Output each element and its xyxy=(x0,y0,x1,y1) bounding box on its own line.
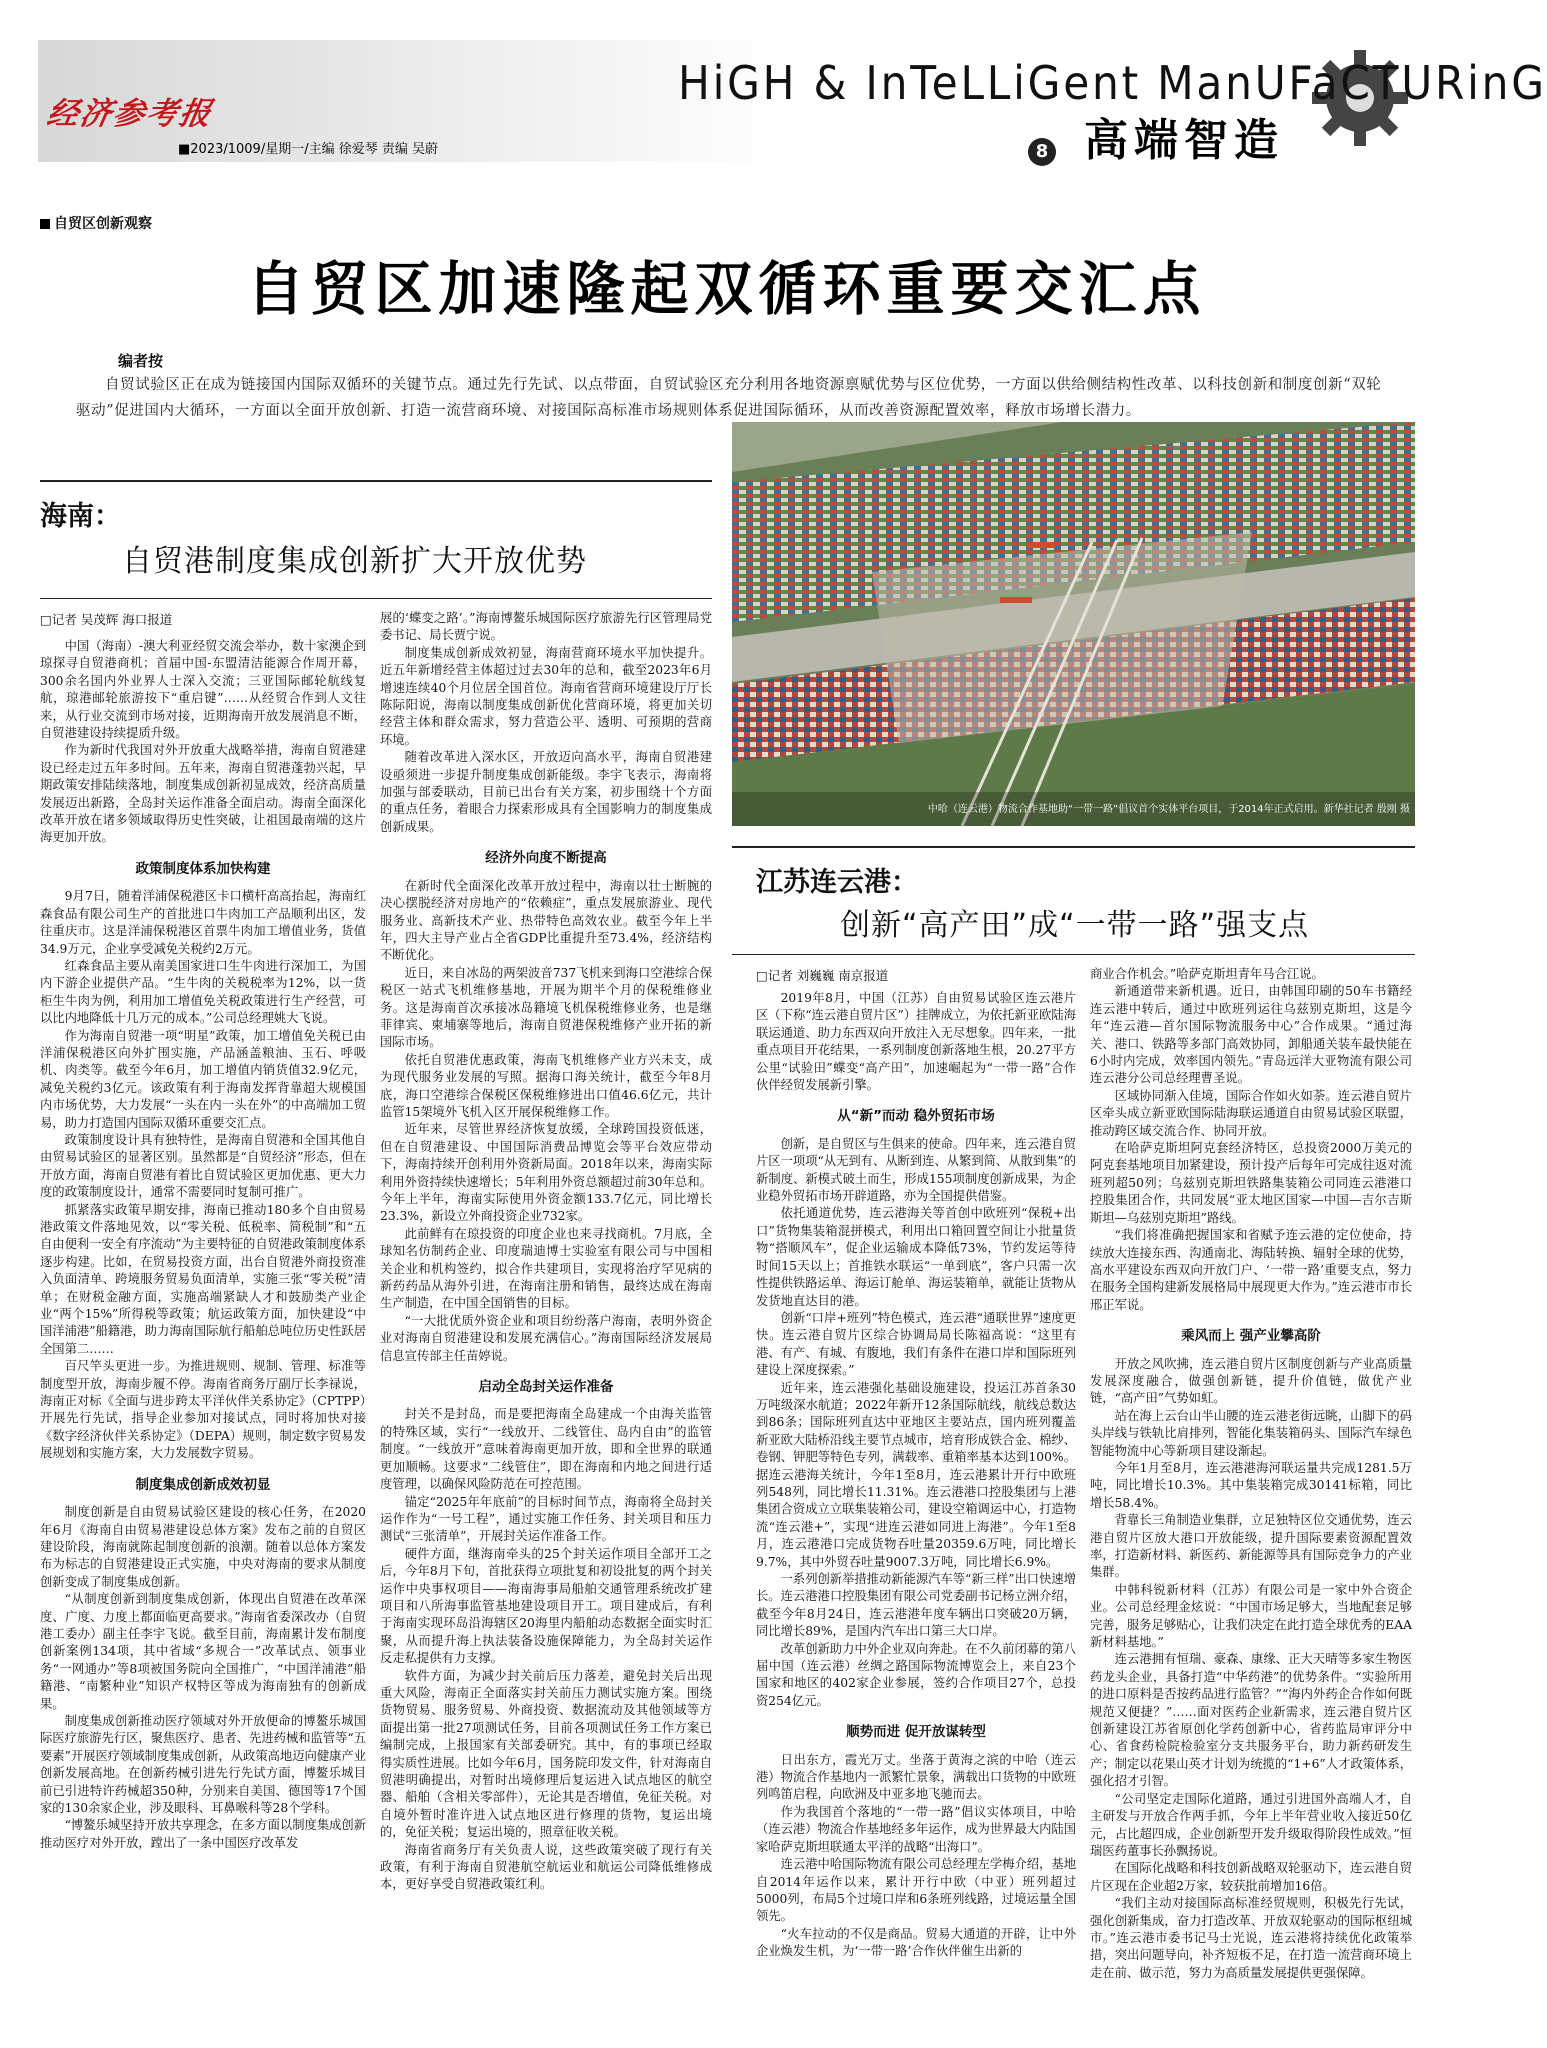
lyg-column-2 xyxy=(1090,966,1412,2020)
article-paragraph: 作为海南自贸港一项“明星”政策，加工增值免关税已由洋浦保税港区向外扩围实施，产品涵盖粮油、玉石、呼吸机、肉类等。截至今年6月，加工增值内销货值32.9亿元，减免关税约3亿元。该政策有利于海南发挥背靠超大规模国内市场优势，大力发展“一头在内一头在外”的中高端加工贸易，助力打造国内国际双循环重要交汇点。 xyxy=(40,1028,366,1130)
section-title: 高端智造 xyxy=(1084,115,1284,166)
article-paragraph: 连云港中哈国际物流有限公司总经理左学梅介绍，基地自2014年运作以来，累计开行中欧（中亚）班列超过5000列，布局5个过境口岸和6条班列线路，过境运量全国领先。 xyxy=(756,1857,1076,1924)
article-paragraph: 近年来，连云港强化基础设施建设，投运江苏首条30万吨级深水航道；2022年新开12条国际航线，航线总数达到86条；国际班列直达中亚地区主要站点，国内班列覆盖新亚欧大陆桥沿线主要节点城市，培育形成铁合金、棉纱、卷钢、钾肥等特色专列，满载率、重箱率基本达到100%。据连云港海关统计，今年1至8月，连云港累计开行中欧班列548列，同比增长11.31%。连云港港口控股集团与上港集团合资成立立联集装箱公司，建设空箱调运中心，打造物流“连云港+”，实现“进连云港如同进上海港”。今年1至8月，连云港港口完成货物吞吐量20359.6万吨，同比增长9.7%，其中外贸吞吐量9007.3万吨，同比增长6.9%。 xyxy=(756,1380,1076,1569)
section-subheading: 乘风而上 强产业攀高阶 xyxy=(1181,1328,1321,1345)
hainan-sub-rule xyxy=(40,598,712,599)
article-paragraph: 随着改革进入深水区，开放迈向高水平，海南自贸港建设亟须进一步提升制度集成创新能级。李宇飞表示，海南将加强与部委联动，目前已出台有关方案，初步围绕十个方面的重点任务，着眼合力探索形成具有全国影响力的制度集成创新成果。 xyxy=(380,750,712,834)
article-paragraph: “我们主动对接国际高标准经贸规则，积极先行先试，强化创新集成，奋力打造改革、开放双轮驱动的国际枢纽城市。”连云港市委书记马士光说，连云港将持续优化政策举措，突出问题导向，补齐短板不足，在打造一流营商环境上走在前、做示范，努力为高质量发展提供更强保障。 xyxy=(1090,1896,1412,1980)
square-bullet-icon xyxy=(40,219,50,229)
article-paragraph: 展的‘蝶变之路’。”海南博鳌乐城国际医疗旅游先行区管理局党委书记、局长贾宁说。 xyxy=(380,611,712,643)
lyg-top-rule xyxy=(732,846,1415,848)
hainan-column-2 xyxy=(380,610,712,2020)
article-paragraph: 依托自贸港优惠政策，海南飞机维修产业方兴未支，成为现代服务业发展的写照。据海口海关统计，截至今年8月底，海口空港综合保税区保税维修进出口值46.6亿元，共计监管15架境外飞机入区开展保税维修工作。 xyxy=(380,1052,712,1119)
english-section-title: HiGH & InTeLLiGent ManUFaCTURinG xyxy=(678,56,1547,110)
port-aerial-photo xyxy=(732,422,1415,826)
article-paragraph: 站在海上云台山半山腰的连云港老街远眺，山脚下的码头岸线与铁轨比肩排列，智能化集装箱码头、国际汽车绿色智能物流中心等新项目建设渐起。 xyxy=(1090,1408,1412,1458)
article-paragraph: 制度创新是自由贸易试验区建设的核心任务，在2020年6月《海南自由贸易港建设总体方案》发布之前的自贸区建设阶段，海南就陈起制度创新的浪潮。随着以总体方案发布为标志的自贸港建设正式实施，中央对海南的要求从制度创新变成了制度集成创新。 xyxy=(40,1505,366,1589)
article-paragraph: 制度集成创新推动医疗领域对外开放便命的博鳌乐城国际医疗旅游先行区，聚焦医疗、患者、先进药械和监管等“五要素”开展医疗领域制度集成创新，从政策高地迈向健康产业创新发展高地。在创新药械引进先行先试方面，博鳌乐城目前已引进特许药械超350种，分别来自美国、德国等17个国家的130余家企业，涉及眼科、耳鼻喉科等28个学科。 xyxy=(40,1713,367,1815)
article-paragraph: “一大批优质外资企业和项目纷纷落户海南，表明外资企业对海南自贸港建设和发展充满信心。”海南国际经济发展局信息宣传部主任苗婷说。 xyxy=(380,1313,712,1363)
article-paragraph: 在国际化战略和科技创新战略双轮驱动下，连云港自贸片区现在企业超2万家，较获批前增加16倍。 xyxy=(1090,1861,1412,1893)
article-paragraph: 作为新时代我国对外开放重大战略举措，海南自贸港建设已经走过五年多时间。五年来，海南自贸港蓬勃兴起，早期政策安排陆续落地，制度集成创新初显成效，经济高质量发展迈出新路，全岛封关运作准备全面启动。海南全面深化改革开放在诸多领域取得历史性突破，让祖国最南端的这片海更加开放。 xyxy=(40,743,366,845)
editor-note-label: 编者按 xyxy=(118,352,164,370)
article-paragraph: 改革创新助力中外企业双向奔赴。在不久前闭幕的第八届中国（连云港）丝绸之路国际物流博览会上，来自23个国家和地区的402家企业参展，签约合作项目27个，总投资254亿元。 xyxy=(756,1641,1076,1708)
article-paragraph: 日出东方，霞光万丈。坐落于黄海之滨的中哈（连云港）物流合作基地内一派繁忙景象，满载出口货物的中欧班列鸣笛启程，向欧洲及中亚多地飞驰而去。 xyxy=(756,1752,1076,1802)
article-paragraph: 近年来，尽管世界经济恢复放缓，全球跨国投资低迷，但在自贸港建设、中国国际消费品博览会等平台效应带动下，海南持续开创利用外资新局面。2018年以来，海南实际利用外资持续快速增长；5年利用外资总额超过前30年总和。今年上半年，海南实际使用外资金额133.7亿元，同比增长23.3%，新设立外商投资企业732家。 xyxy=(380,1122,712,1224)
article-paragraph: 政策制度设计具有独特性，是海南自贸港和全国其他自由贸易试验区的显著区别。虽然都是“自贸经济”形态，但在开放方面，海南自贸港有着比自贸试验区更加优惠、更大力度的政策制度设计，通常不需要同时复制可推广。 xyxy=(40,1132,366,1200)
lyg-column-1 xyxy=(756,990,1076,2020)
article-paragraph: 硬件方面，继海南牵头的25个封关运作项目全部开工之后，今年8月下旬，首批获得立项批复和初设批复的两个封关运作中央事权项目——海南海事局船舶交通管理系统改扩建项目和八所海事监管基地建设项目开工。项目建成后，有利于海南实现环岛沿海辖区20海里内船舶动态数据全面实时汇聚，从而提升海上执法装备设施保障能力，为全岛封关运作反走私提供有力支撑。 xyxy=(380,1546,712,1666)
article-paragraph: 开放之风吹拂，连云港自贸片区制度创新与产业高质量发展深度融合，做强创新链，提升价值链，做优产业链，“高产田”气势如虹。 xyxy=(1090,1356,1412,1406)
lyg-byline: □记者 刘巍巍 南京报道 xyxy=(756,968,889,983)
article-paragraph: “火车拉动的不仅是商品。贸易大通道的开辟，让中外企业焕发生机，为‘一带一路’合作伙伴催生出新的 xyxy=(756,1926,1076,1959)
article-paragraph: 百尺竿头更进一步。为推进规则、规制、管理、标准等制度型开放，海南步履不停。海南省商务厅副厅长李禄说，海南正对标《全面与进步跨太平洋伙伴关系协定》（CPTPP）开展先行先试，指导企业参加对接试点，同时将加快对接《数字经济伙伴关系协定》（DEPA）规则，制定数字贸易发展规划和实施方案，大力发展数字贸易。 xyxy=(40,1359,366,1461)
article-paragraph: 9月7日，随着洋浦保税港区卡口横杆高高抬起，海南红森食品有限公司生产的首批进口牛肉加工产品顺利出区，发往重庆市。这是洋浦保税港区首票牛肉加工增值业务，货值34.9万元，企业享受减免关税约2万元。 xyxy=(40,889,366,956)
article-paragraph: 在新时代全面深化改革开放过程中，海南以壮士断腕的决心摆脱经济对房地产的“依赖症”，重点发展旅游业、现代服务业、高新技术产业、热带特色高效农业。截至今年上半年，四大主导产业占全省GDP比重提升至73.4%，经济结构不断优化。 xyxy=(380,878,712,963)
hainan-subtitle: 自贸港制度集成创新扩大开放优势 xyxy=(122,544,587,579)
column-rubric xyxy=(40,213,152,233)
article-paragraph: 连云港拥有恒瑞、豪森、康缘、正大天晴等多家生物医药龙头企业，具备打造“中华药港”的优势条件。“实验所用的进口原料是否按药品进行监管？”“海内外药企合作如何既规范又便捷？”……面对医药企业新需求，连云港自贸片区创新建设江苏省原创化学药创新中心，省药监局审评分中心、省食药检院检验室分支共服务平台，助力新药研发生产；制定以花果山英才计划为统揽的“1+6”人才政策体系，强化招才引智。 xyxy=(1090,1652,1412,1789)
article-paragraph: 背靠长三角制造业集群，立足独特区位交通优势，连云港自贸片区放大港口开放能级，提升国际要素资源配置效率，打造新材料、新医药、新能源等具有国际竞争力的产业集群。 xyxy=(1090,1513,1412,1580)
article-paragraph: 近日，来自冰岛的两架波音737飞机来到海口空港综合保税区一站式飞机维修基地，开展为期半个月的保税维修业务。这是海南首次承接冰岛籍境飞机保税维修业务，也是继菲律宾、柬埔寨等地后，海南自贸港保税维修产业开拓的新国际市场。 xyxy=(380,965,712,1050)
article-paragraph: 海南省商务厅有关负责人说，这些政策突破了现行有关政策，有利于海南自贸港航空航运业和航运公司降低维修成本，更好享受自贸港政策红利。 xyxy=(380,1842,712,1892)
article-paragraph: 今年1月至8月，连云港港海河联运量共完成1281.5万吨，同比增长10.3%。其中集装箱完成30141标箱，同比增长58.4%。 xyxy=(1090,1460,1412,1510)
article-paragraph: 创新，是自贸区与生俱来的使命。四年来，连云港自贸片区一项项“从无到有、从断到连、从繁到简、从散到集”的新制度、新模式破土而生，形成155项制度创新成果，为企业稳外贸拓市场开辟道路，亦为全国提供借鉴。 xyxy=(756,1136,1076,1204)
issue-line: ■2023/1009/星期一/主编 徐爱琴 责编 吴蔚 xyxy=(178,142,438,157)
article-paragraph: 中韩科锐新材料（江苏）有限公司是一家中外合资企业。公司总经理金炫说：“中国市场足够大，当地配套足够完善，服务足够贴心，让我们决定在此打造全球优秀的EAA新材料基地。” xyxy=(1090,1582,1412,1650)
article-paragraph: 红森食品主要从南美国家进口生牛肉进行深加工，为国内下游企业提供产品。“生牛肉的关税税率为12%，以一货柜生牛肉为例，利用加工增值免关税政策进行生产经营，可以比内地降低十几万元的成本。”公司总经理姚大飞说。 xyxy=(40,958,366,1026)
article-paragraph: 区域协同渐入佳境，国际合作如火如荼。连云港自贸片区牵头成立新亚欧国际陆海联运通道自由贸易试验区联盟，推动跨区域交流合作、协同开放。 xyxy=(1090,1088,1412,1138)
article-paragraph: 一系列创新举措推动新能源汽车等“新三样”出口快速增长。连云港港口控股集团有限公司党委副书记杨立洲介绍，截至今年8月24日，连云港港年度车辆出口突破20万辆，同比增长89%，是国内汽车出口第三大口岸。 xyxy=(756,1572,1076,1639)
article-paragraph: “博鳌乐城坚持开放共享理念，在多方面以制度集成创新推动医疗对外开放，蹚出了一条中国医疗改革发 xyxy=(40,1818,367,1850)
article-paragraph: “公司坚定走国际化道路，通过引进国外高端人才，自主研发与开放合作两手抓，今年上半年营业收入接近50亿元，占比超四成，企业创新型开发升级取得阶段性成效。”恒瑞医药董事长孙飘扬说。 xyxy=(1090,1791,1412,1858)
section-subheading: 政策制度体系加快构建 xyxy=(135,860,271,877)
section-subheading: 经济外向度不断提高 xyxy=(485,850,607,867)
article-paragraph: 创新“口岸+班列”特色模式，连云港“通联世界”速度更快。连云港自贸片区综合协调局局长陈福高说：“这里有港、有产、有城、有腹地，我们有条件在港口岸和国际班列建设上深度探索。” xyxy=(756,1310,1076,1378)
article-paragraph: “从制度创新到制度集成创新，体现出自贸港在改革深度、广度、力度上都面临更高要求。”海南省委深改办（自贸港工委办）副主任李宇飞说。截至目前，海南累计发布制度创新案例134项，其中省域“多规合一”改革试点、领事业务“一网通办”等8项被国务院向全国推广，“中国洋浦港”船籍港、“南繁种业”知识产权特区等成为海南独有的创新成果。 xyxy=(40,1592,366,1711)
photo-caption: 中哈（连云港）物流合作基地助“一带一路”倡议首个实体平台项目，于2014年正式启用。新华社记者 殷刚 摄 xyxy=(927,804,1410,815)
section-subheading: 制度集成创新成效初显 xyxy=(135,1476,271,1493)
article-paragraph: 商业合作机会。”哈萨克斯坦青年马合江说。 xyxy=(1090,967,1324,981)
container-yard-image xyxy=(732,422,1415,826)
article-paragraph: “我们将准确把握国家和省赋予连云港的定位使命，持续放大连接东西、沟通南北、海陆转换、辐射全球的优势，高水平建设东西双向开放门户、‘一带一路’重要支点，努力在服务全国构建新发展格局中展现更大作为。”连云港市市长邢正军说。 xyxy=(1090,1228,1412,1312)
article-paragraph: 软件方面，为减少封关前后压力落差，避免封关后出现重大风险，海南正全面落实封关前压力测试实施方案。围绕货物贸易、服务贸易、外商投资、数据流动及其他领域等方面提出第一批27项测试任务，目前各项测试任务工作方案已编制完成，上报国家有关部委研究。其中，有的事项已经取得实质性进展。比如今年6月，国务院印发文件，针对海南自贸港明确提出，对暂时出境修理后复运进入试点地区的航空器、船舶（含相关零部件），无论其是否增值，免征关税。对自境外暂时准许进入试点地区进行修理的货物，复运出境的，免征关税；复运出境的，照章征收关税。 xyxy=(380,1668,712,1840)
page-headline: 自贸区加速隆起双循环重要交汇点 xyxy=(246,255,1207,323)
hainan-region: 海南： xyxy=(40,501,121,532)
article-paragraph: 锚定“2025年年底前”的目标时间节点，海南将全岛封关运作作为“一号工程”，通过实施工作任务、封关项目和压力测试“三张清单”，开展封关运作准备工作。 xyxy=(380,1494,712,1544)
section-subheading: 从“新”而动 稳外贸拓市场 xyxy=(837,1108,995,1125)
page-number: 8 xyxy=(1028,138,1056,166)
article-paragraph: 封关不是封岛，而是要把海南全岛建成一个由海关监管的特殊区域，实行“一线放开、二线管住、岛内自由”的监管制度。“一线放开”意味着海南更加开放，即和全世界的联通更加顺畅。这要求“二线管住”，即在海南和内地之间进行适度管理，以确保风险防范在可控范围。 xyxy=(380,1407,712,1492)
hainan-byline: □记者 吴茂辉 海口报道 xyxy=(40,612,173,627)
article-paragraph: 作为我国首个落地的“一带一路”倡议实体项目，中哈（连云港）物流合作基地经多年运作，成为世界最大内陆国家哈萨克斯坦联通太平洋的战略“出海口”。 xyxy=(756,1804,1076,1854)
article-paragraph: 新通道带来新机遇。近日，由韩国印刷的50车书籍经连云港中转后，通过中欧班列运往乌兹别克斯坦，这是今年“连云港—首尔国际物流服务中心”合作成果。“通过海关、港口、铁路等多部门高效协同，卸船通关装车最快能在6小时内完成，效率国内领先。”青岛远洋大亚物流有限公司连云港分公司总经理曹圣说。 xyxy=(1090,984,1412,1086)
article-paragraph: 抓紧落实政策早期安排，海南已推动180多个自由贸易港政策文件落地见效，以“零关税、低税率、简税制”和“五自由便利一安全有序流动”为主要特征的自贸港政策制度体系逐步构建。比如，在贸易投资方面，出台自贸港外商投资准入负面清单、跨境服务贸易负面清单，实施三张“零关税”清单；在财税金融方面，实施高端紧缺人才和鼓励类产业企业“两个15%”所得税等政策；航运政策方面，加快建设“中国洋浦港”船籍港，助力海南国际航行船舶总吨位历史性跃居全国第二…… xyxy=(40,1202,367,1356)
article-paragraph: 制度集成创新成效初显，海南营商环境水平加快提升。近五年新增经营主体超过过去30年的总和，截至2023年6月增速连续40个月位居全国首位。海南省营商环境建设厅厅长陈际阳说，海南以制度集成创新优化营商环境，将更加关切经营主体和群众需求，努力营造公平、透明、可预期的营商环境。 xyxy=(380,645,712,747)
article-paragraph: 2019年8月，中国（江苏）自由贸易试验区连云港片区（下称“连云港自贸片区”）挂牌成立，为依托新亚欧陆海联运通道、助力东西双向开放注入无尽想象。四年来，一批重点项目开花结果，一系列制度创新落地生根，20.27平方公里“试验田”蝶变“高产田”，加速崛起为“一带一路”合作伙伴经贸发展新引擎。 xyxy=(756,991,1076,1093)
section-subheading: 顺势而进 促开放谋转型 xyxy=(846,1724,986,1741)
lyg-region: 江苏连云港： xyxy=(756,867,918,898)
article-paragraph: 中国（海南）-澳大利亚经贸交流会举办，数十家澳企到琼探寻自贸港商机；首届中国-东盟清洁能源合作周开幕，300余名国内外业界人士深入交流；三亚国际邮轮航线复航，琼港邮轮旅游按下“重启键”……从经贸合作到人文往来，从行业交流到市场对接，近期海南开放发展消息不断，自贸港建设持续提质升级。 xyxy=(40,639,366,741)
rubric-label: 自贸区创新观察 xyxy=(54,216,152,232)
section-subheading: 启动全岛封关运作准备 xyxy=(478,1379,614,1396)
editor-note-text: 自贸试验区正在成为链接国内国际双循环的关键节点。通过先行先试、以点带面，自贸试验区充分利用各地资源禀赋优势与区位优势，一方面以供给侧结构性改革、以科技创新和制度创新“双轮驱动”促进国内大循环，一方面以全面开放创新、打造一流营商环境、对接国际高标准市场规则体系促进国际循环，从而改善资源配置效率，释放市场增长潜力。 xyxy=(76,377,1382,419)
hainan-column-1 xyxy=(40,638,366,2018)
newspaper-logo: 经济参考报 xyxy=(44,96,216,132)
article-paragraph: 在哈萨克斯坦阿克套经济特区，总投资2000万美元的阿克套基地项目加紧建设，预计投产后每年可完成往返对流班列超50列；乌兹别克斯坦铁路集装箱公司同连云港港口控股集团合作，共同发展“亚太地区国家—中国—吉尔吉斯斯坦—乌兹别克斯坦”路线。 xyxy=(1090,1141,1412,1225)
article-paragraph: 此前鲜有在琼投资的印度企业也来寻找商机。7月底，全球知名仿制药企业、印度瑞迪博士实验室有限公司与中国相关企业和机构签约，拟合作共建项目，实现将治疗罕见病的新药药品从海外引进，在海南注册和销售，最终达成在海南生产制造，在中国全国销售的目标。 xyxy=(380,1226,712,1311)
hainan-top-rule xyxy=(40,480,712,482)
lyg-sub-rule xyxy=(732,954,1415,955)
lyg-subtitle: 创新“高产田”成“一带一路”强支点 xyxy=(840,908,1310,943)
article-paragraph: 依托通道优势，连云港海关等首创中欧班列“保税+出口”货物集装箱混拼模式，利用出口箱回置空间让小批量货物“搭顺风车”，促企业运输成本降低73%，节约发运等待时间15天以上；首推铁水联运“一单到底”，客户只需一次性提供铁路运单、海运订舱单、海运装箱单，就能让货物从发货地直达目的港。 xyxy=(756,1206,1076,1308)
